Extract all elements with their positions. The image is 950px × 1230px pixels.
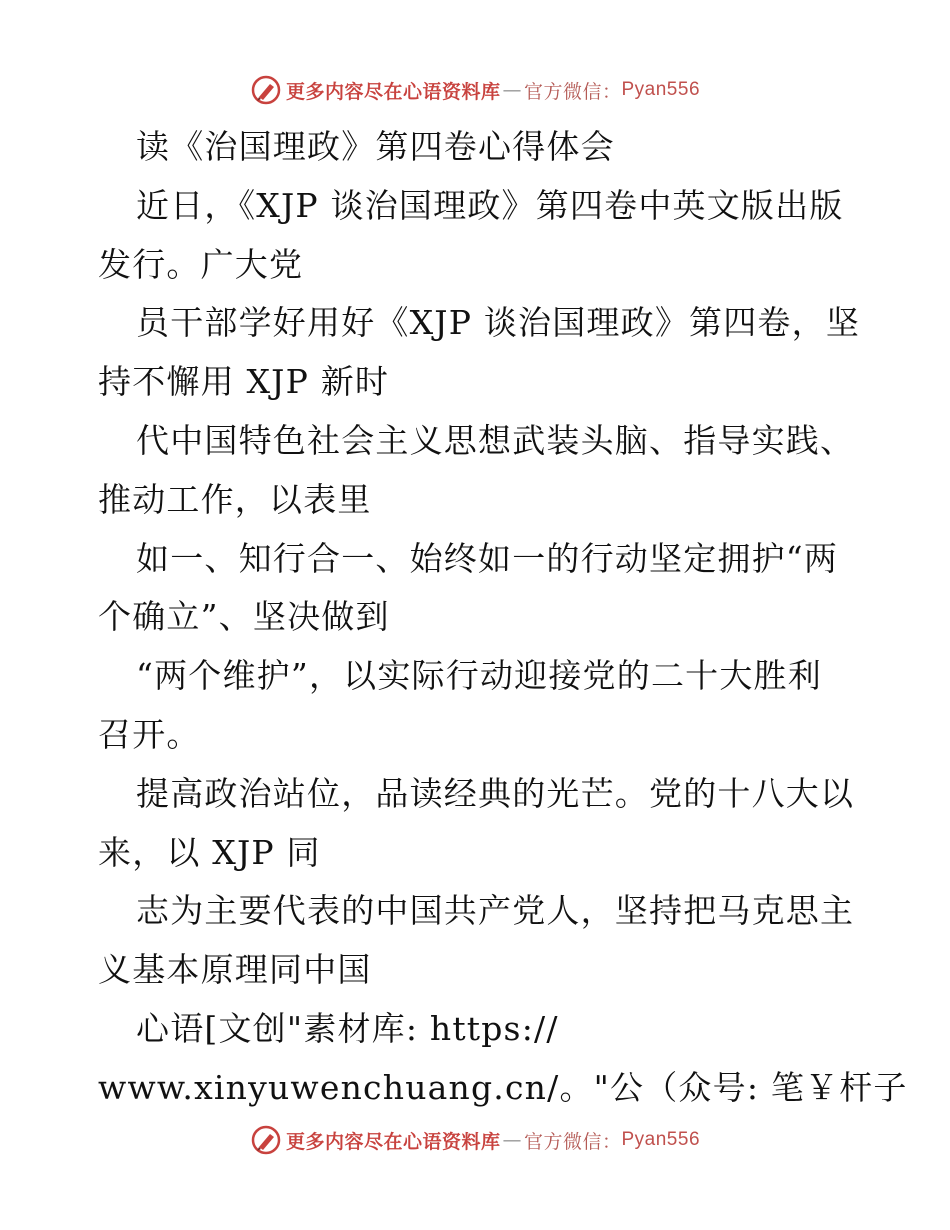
- text-line: 提高政治站位，品读经典的光芒。党的十八大以: [136, 773, 855, 813]
- banner-wechat-id: Pyan556: [621, 1129, 701, 1150]
- text-line: 召开。: [98, 714, 201, 754]
- text-line: 如一、知行合一、始终如一的行动坚定拥护“两: [136, 538, 839, 578]
- text-line: 持不懈用 XJP 新时: [98, 362, 390, 402]
- header-banner: [0, 70, 950, 110]
- text-line: 心语[文创"素材库: https://: [136, 1008, 559, 1048]
- banner-wechat-label: 官方微信：: [523, 1130, 622, 1153]
- text-line: 员干部学好用好《XJP 谈治国理政》第四卷，坚: [136, 303, 861, 343]
- text-line: 来，以 XJP 同: [98, 832, 321, 872]
- banner-wechat-label: 官方微信：: [523, 80, 622, 103]
- text-line: 代中国特色社会主义思想武装头脑、指导实践、: [136, 420, 855, 460]
- text-line: 志为主要代表的中国共产党人，坚持把马克思主: [136, 891, 855, 931]
- banner-brand-text: 更多内容尽在心语资料库: [285, 1130, 501, 1153]
- text-line: 发行。广大党: [98, 244, 304, 284]
- text-line: 推动工作，以表里: [98, 479, 372, 519]
- banner-brand-text: 更多内容尽在心语资料库: [285, 80, 501, 103]
- pen-logo-icon: [250, 1124, 282, 1156]
- document-body: [98, 118, 908, 1118]
- banner-separator: —: [502, 1129, 522, 1151]
- text-line: www.xinyuwenchuang.cn/。"公（众号: 笔￥杆子: [98, 1067, 908, 1107]
- text-line: 个确立”、坚决做到: [98, 597, 390, 637]
- text-line: “两个维护”，以实际行动迎接党的二十大胜利: [136, 656, 822, 696]
- text-line: 义基本原理同中国: [98, 950, 372, 990]
- banner-wechat-id: Pyan556: [621, 79, 701, 100]
- footer-banner: [0, 1120, 950, 1160]
- banner-separator: —: [502, 79, 522, 101]
- document-title: 读《治国理政》第四卷心得体会: [136, 127, 615, 166]
- text-line: 近日，《XJP 谈治国理政》第四卷中英文版出版: [136, 185, 844, 225]
- pen-logo-icon: [250, 74, 282, 106]
